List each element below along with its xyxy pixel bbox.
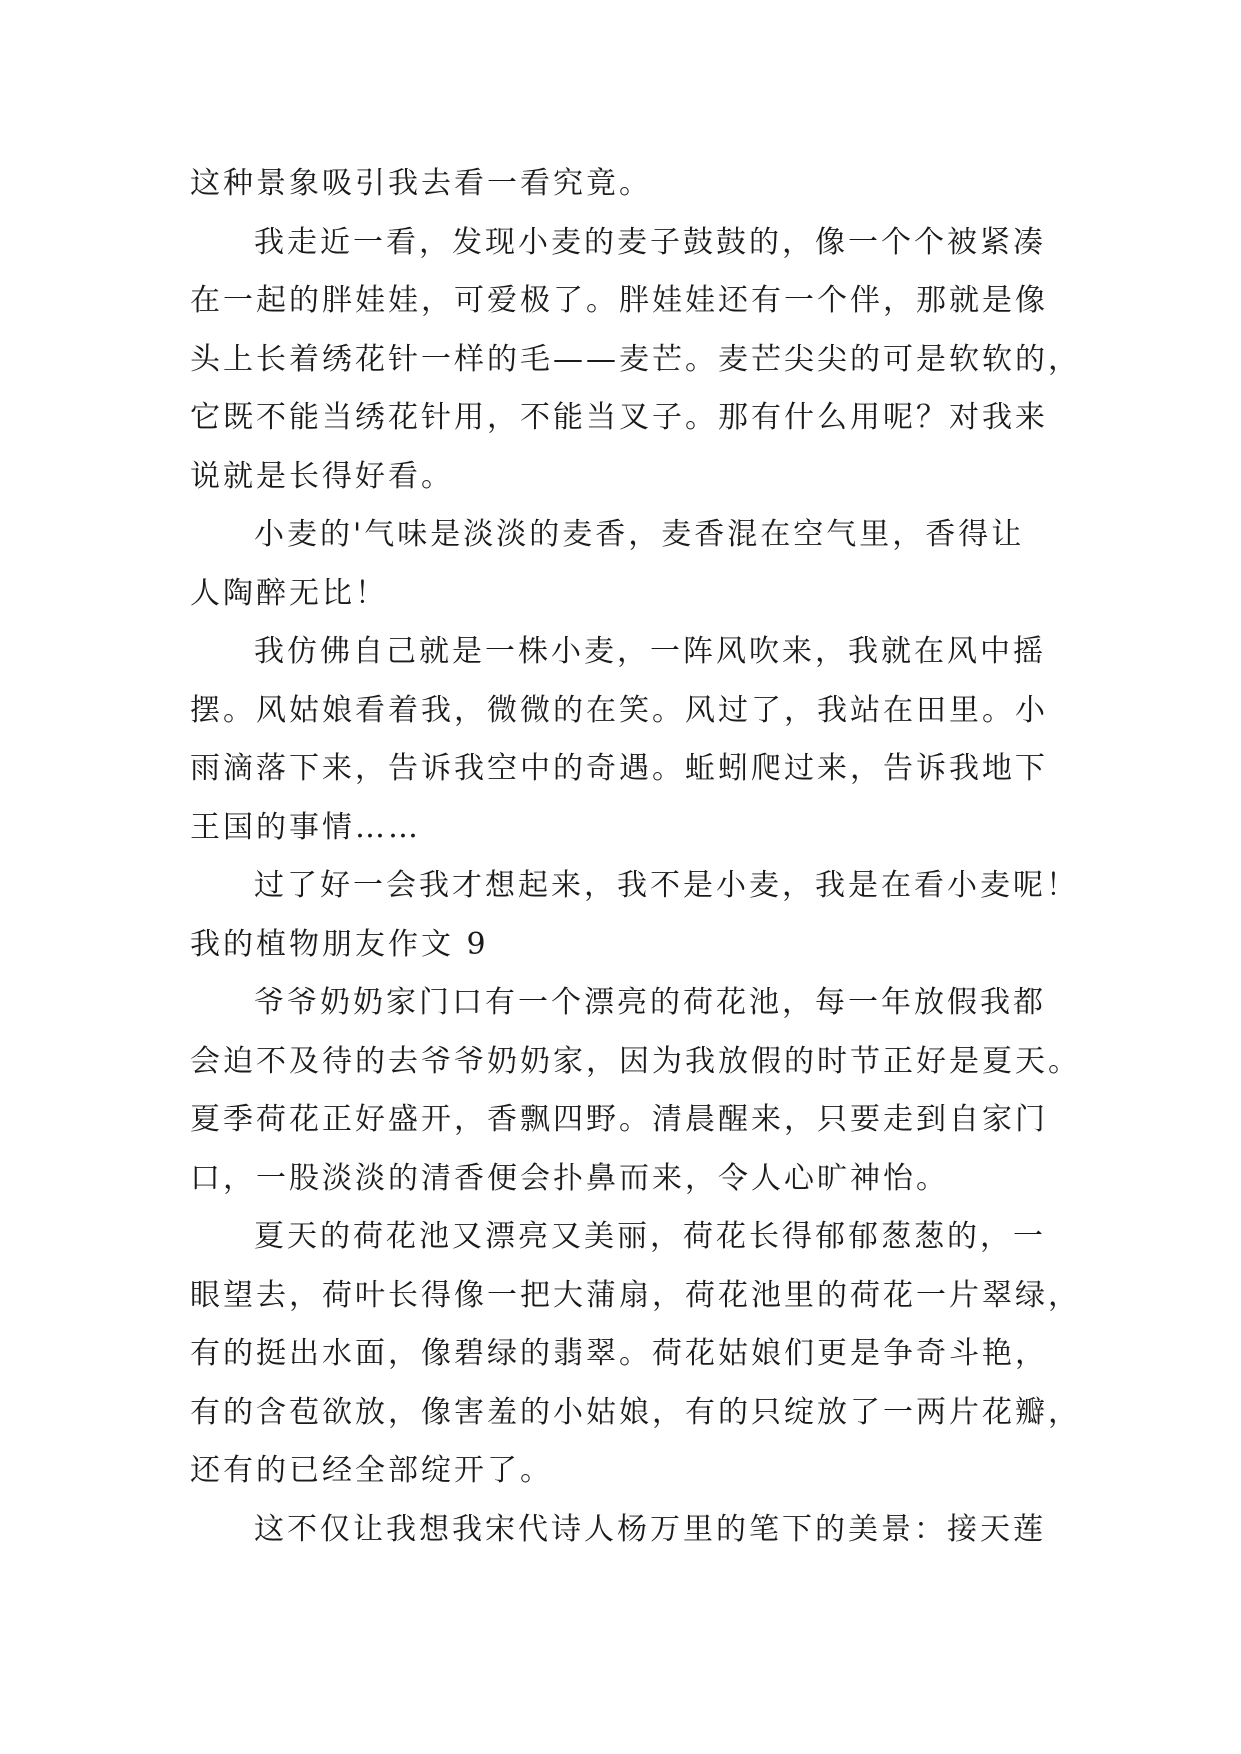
text-line: 还有的已经全部绽开了。	[190, 1453, 553, 1488]
text-line: 它既不能当绣花针用，不能当叉子。那有什么用呢？对我来	[190, 400, 1048, 435]
text-line: 我仿佛自己就是一株小麦，一阵风吹来，我就在风中摇	[254, 634, 1046, 669]
text-line: 雨滴落下来，告诉我空中的奇遇。蚯蚓爬过来，告诉我地下	[190, 751, 1048, 786]
text-line: 头上长着绣花针一样的毛——麦芒。麦芒尖尖的可是软软的，	[190, 341, 1081, 377]
text-line: 会迫不及待的去爷爷奶奶家，因为我放假的时节正好是夏天。	[190, 1043, 1081, 1079]
text-line: 过了好一会我才想起来，我不是小麦，我是在看小麦呢！	[254, 868, 1079, 903]
text-line: 说就是长得好看。	[190, 458, 454, 494]
text-line: 夏季荷花正好盛开，香飘四野。清晨醒来，只要走到自家门	[190, 1102, 1048, 1137]
text-line: 有的含苞欲放，像害羞的小姑娘，有的只绽放了一两片花瓣，	[190, 1394, 1081, 1430]
document-body	[190, 155, 1081, 1559]
text-line: 在一起的胖娃娃，可爱极了。胖娃娃还有一个伴，那就是像	[190, 283, 1048, 318]
text-line: 眼望去，荷叶长得像一把大蒲扇，荷花池里的荷花一片翠绿，	[190, 1277, 1081, 1313]
text-line: 摆。风姑娘看着我，微微的在笑。风过了，我站在田里。小	[190, 692, 1048, 728]
text-line: 人陶醉无比！	[190, 575, 388, 611]
text-line: 夏天的荷花池又漂亮又美丽，荷花长得郁郁葱葱的，一	[254, 1219, 1046, 1254]
text-line: 我走近一看，发现小麦的麦子鼓鼓的，像一个个被紧凑	[254, 224, 1046, 260]
text-line: 王国的事情……	[190, 809, 421, 845]
text-line: 有的挺出水面，像碧绿的翡翠。荷花姑娘们更是争奇斗艳，	[190, 1336, 1048, 1371]
text-line: 这不仅让我想我宋代诗人杨万里的笔下的美景：接天莲	[254, 1511, 1046, 1547]
text-line: 口，一股淡淡的清香便会扑鼻而来，令人心旷神怡。	[190, 1160, 949, 1196]
text-line: 爷爷奶奶家门口有一个漂亮的荷花池，每一年放假我都	[254, 985, 1046, 1020]
text-line: 我的植物朋友作文 9	[190, 926, 489, 962]
text-line: 小麦的'气味是淡淡的麦香，麦香混在空气里，香得让	[254, 517, 1025, 552]
text-line: 这种景象吸引我去看一看究竟。	[190, 166, 652, 201]
